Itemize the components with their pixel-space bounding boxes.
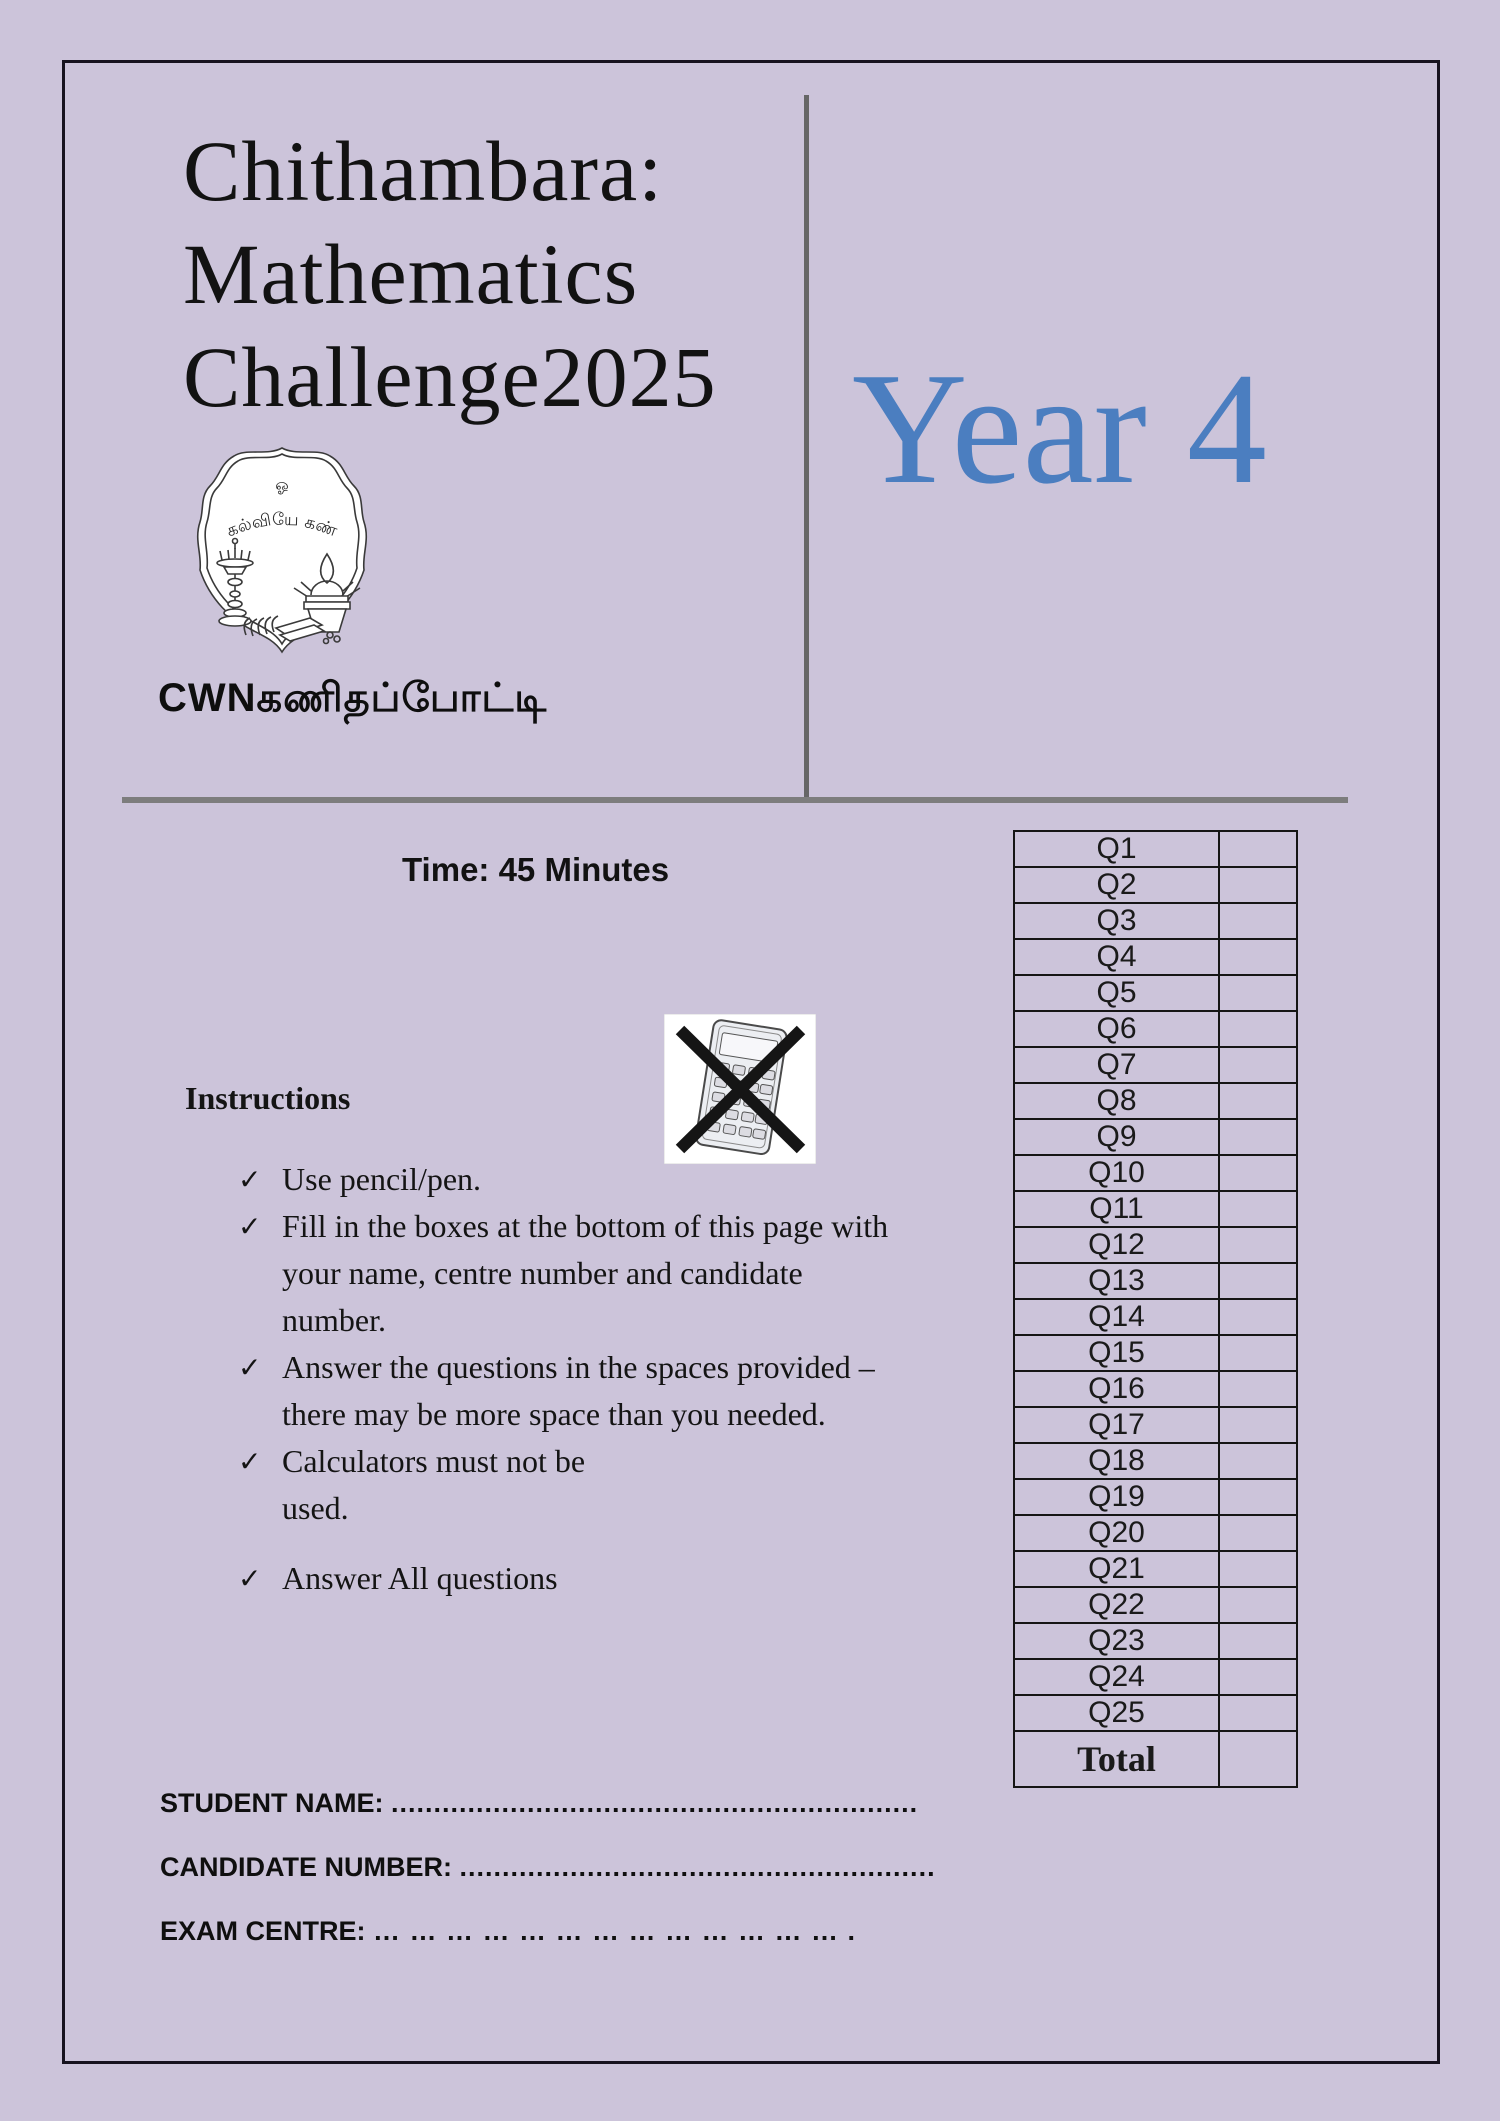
org-name: CWNகணிதப்போட்டி bbox=[158, 676, 548, 720]
answer-cell[interactable] bbox=[1219, 1407, 1297, 1443]
question-label-cell: Q21 bbox=[1014, 1551, 1219, 1587]
score-row bbox=[1014, 903, 1297, 939]
answer-cell[interactable] bbox=[1219, 1659, 1297, 1695]
title-line-3: Challenge2025 bbox=[183, 329, 717, 425]
question-label-cell: Q5 bbox=[1014, 975, 1219, 1011]
score-row bbox=[1014, 1227, 1297, 1263]
question-label-cell: Q6 bbox=[1014, 1011, 1219, 1047]
question-label-cell: Q11 bbox=[1014, 1191, 1219, 1227]
score-row bbox=[1014, 867, 1297, 903]
score-row bbox=[1014, 831, 1297, 867]
answer-cell[interactable] bbox=[1219, 1047, 1297, 1083]
question-label-cell: Q19 bbox=[1014, 1479, 1219, 1515]
instruction-line: Answer the questions in the spaces provided – bbox=[282, 1349, 875, 1385]
field-row bbox=[160, 1788, 918, 1819]
answer-cell[interactable] bbox=[1219, 903, 1297, 939]
question-label-cell: Q13 bbox=[1014, 1263, 1219, 1299]
score-row bbox=[1014, 1011, 1297, 1047]
instruction-text bbox=[282, 1438, 1028, 1532]
check-icon: ✓ bbox=[238, 1445, 262, 1478]
question-label-cell: Q10 bbox=[1014, 1155, 1219, 1191]
instruction-item bbox=[238, 1344, 1028, 1438]
score-table bbox=[1013, 830, 1298, 1788]
score-row bbox=[1014, 1623, 1297, 1659]
total-row bbox=[1014, 1731, 1297, 1787]
score-row bbox=[1014, 1695, 1297, 1731]
field-row bbox=[160, 1916, 856, 1947]
field-fill-line[interactable]: ........................................................ bbox=[459, 1852, 936, 1882]
question-label-cell: Q17 bbox=[1014, 1407, 1219, 1443]
score-row bbox=[1014, 1515, 1297, 1551]
total-label-cell: Total bbox=[1014, 1731, 1219, 1787]
score-row bbox=[1014, 1299, 1297, 1335]
question-label-cell: Q7 bbox=[1014, 1047, 1219, 1083]
instructions-heading: Instructions bbox=[185, 1080, 351, 1116]
vertical-divider bbox=[804, 95, 809, 801]
score-row bbox=[1014, 1263, 1297, 1299]
question-label-cell: Q22 bbox=[1014, 1587, 1219, 1623]
answer-cell[interactable] bbox=[1219, 1479, 1297, 1515]
check-icon: ✓ bbox=[238, 1562, 262, 1595]
logo-om-symbol: ஓ bbox=[275, 475, 289, 494]
answer-cell[interactable] bbox=[1219, 1011, 1297, 1047]
field-fill-line[interactable]: … … … … … … … … … … … … … . bbox=[373, 1916, 857, 1946]
check-icon: ✓ bbox=[238, 1210, 262, 1243]
score-row bbox=[1014, 1191, 1297, 1227]
answer-cell[interactable] bbox=[1219, 1119, 1297, 1155]
instruction-line: used. bbox=[282, 1490, 349, 1526]
instruction-line: there may be more space than you needed. bbox=[282, 1396, 826, 1432]
instruction-text bbox=[282, 1344, 1028, 1438]
exam-title bbox=[183, 120, 717, 429]
answer-cell[interactable] bbox=[1219, 1335, 1297, 1371]
logo-motto: கல்வியே கண் bbox=[223, 509, 340, 542]
score-row bbox=[1014, 1587, 1297, 1623]
instruction-line: Answer All questions bbox=[282, 1560, 558, 1596]
instructions-list bbox=[238, 1156, 1028, 1602]
field-label: STUDENT NAME: bbox=[160, 1788, 391, 1818]
answer-cell[interactable] bbox=[1219, 1191, 1297, 1227]
answer-cell[interactable] bbox=[1219, 1623, 1297, 1659]
check-icon: ✓ bbox=[238, 1351, 262, 1384]
field-fill-line[interactable]: .............................................................. bbox=[391, 1788, 919, 1818]
answer-cell[interactable] bbox=[1219, 831, 1297, 867]
total-answer-cell[interactable] bbox=[1219, 1731, 1297, 1787]
year-label: Year 4 bbox=[852, 339, 1267, 517]
answer-cell[interactable] bbox=[1219, 1227, 1297, 1263]
instruction-line: Calculators must not be bbox=[282, 1443, 586, 1479]
answer-cell[interactable] bbox=[1219, 975, 1297, 1011]
answer-cell[interactable] bbox=[1219, 939, 1297, 975]
instruction-line: Use pencil/pen. bbox=[282, 1161, 482, 1197]
instruction-text bbox=[282, 1203, 1028, 1344]
field-row bbox=[160, 1852, 936, 1883]
horizontal-divider bbox=[122, 797, 1348, 803]
instruction-text bbox=[282, 1555, 1028, 1602]
field-label: EXAM CENTRE: bbox=[160, 1916, 374, 1946]
question-label-cell: Q12 bbox=[1014, 1227, 1219, 1263]
score-row bbox=[1014, 1371, 1297, 1407]
question-label-cell: Q9 bbox=[1014, 1119, 1219, 1155]
title-line-2: Mathematics bbox=[183, 226, 639, 322]
answer-cell[interactable] bbox=[1219, 1263, 1297, 1299]
score-row bbox=[1014, 1407, 1297, 1443]
score-row bbox=[1014, 1119, 1297, 1155]
question-label-cell: Q24 bbox=[1014, 1659, 1219, 1695]
question-label-cell: Q25 bbox=[1014, 1695, 1219, 1731]
question-label-cell: Q14 bbox=[1014, 1299, 1219, 1335]
question-label-cell: Q23 bbox=[1014, 1623, 1219, 1659]
answer-cell[interactable] bbox=[1219, 1443, 1297, 1479]
check-icon: ✓ bbox=[238, 1163, 262, 1196]
score-row bbox=[1014, 939, 1297, 975]
score-row bbox=[1014, 1155, 1297, 1191]
question-label-cell: Q3 bbox=[1014, 903, 1219, 939]
question-label-cell: Q20 bbox=[1014, 1515, 1219, 1551]
answer-cell[interactable] bbox=[1219, 1083, 1297, 1119]
question-label-cell: Q4 bbox=[1014, 939, 1219, 975]
score-row bbox=[1014, 1479, 1297, 1515]
instruction-line: Fill in the boxes at the bottom of this page with bbox=[282, 1208, 889, 1244]
time-label: Time: 45 Minutes bbox=[402, 851, 670, 888]
instruction-item bbox=[238, 1438, 1028, 1532]
question-label-cell: Q8 bbox=[1014, 1083, 1219, 1119]
score-row bbox=[1014, 1083, 1297, 1119]
no-calculator-icon bbox=[664, 1014, 816, 1164]
answer-cell[interactable] bbox=[1219, 1587, 1297, 1623]
instruction-item bbox=[238, 1203, 1028, 1344]
answer-cell[interactable] bbox=[1219, 1299, 1297, 1335]
score-row bbox=[1014, 1659, 1297, 1695]
answer-cell[interactable] bbox=[1219, 1155, 1297, 1191]
answer-cell[interactable] bbox=[1219, 867, 1297, 903]
question-label-cell: Q16 bbox=[1014, 1371, 1219, 1407]
answer-cell[interactable] bbox=[1219, 1695, 1297, 1731]
instruction-text bbox=[282, 1156, 1028, 1203]
instruction-item bbox=[238, 1555, 1028, 1602]
instruction-line: number. bbox=[282, 1302, 386, 1338]
score-row bbox=[1014, 975, 1297, 1011]
question-label-cell: Q1 bbox=[1014, 831, 1219, 867]
score-row bbox=[1014, 1443, 1297, 1479]
question-label-cell: Q15 bbox=[1014, 1335, 1219, 1371]
score-row bbox=[1014, 1335, 1297, 1371]
field-label: CANDIDATE NUMBER: bbox=[160, 1852, 460, 1882]
question-label-cell: Q18 bbox=[1014, 1443, 1219, 1479]
question-label-cell: Q2 bbox=[1014, 867, 1219, 903]
instruction-line: your name, centre number and candidate bbox=[282, 1255, 803, 1291]
answer-cell[interactable] bbox=[1219, 1551, 1297, 1587]
score-row bbox=[1014, 1047, 1297, 1083]
title-line-1: Chithambara: bbox=[183, 123, 664, 219]
score-row bbox=[1014, 1551, 1297, 1587]
instruction-item bbox=[238, 1156, 1028, 1203]
school-logo-icon bbox=[180, 442, 385, 657]
answer-cell[interactable] bbox=[1219, 1371, 1297, 1407]
answer-cell[interactable] bbox=[1219, 1515, 1297, 1551]
